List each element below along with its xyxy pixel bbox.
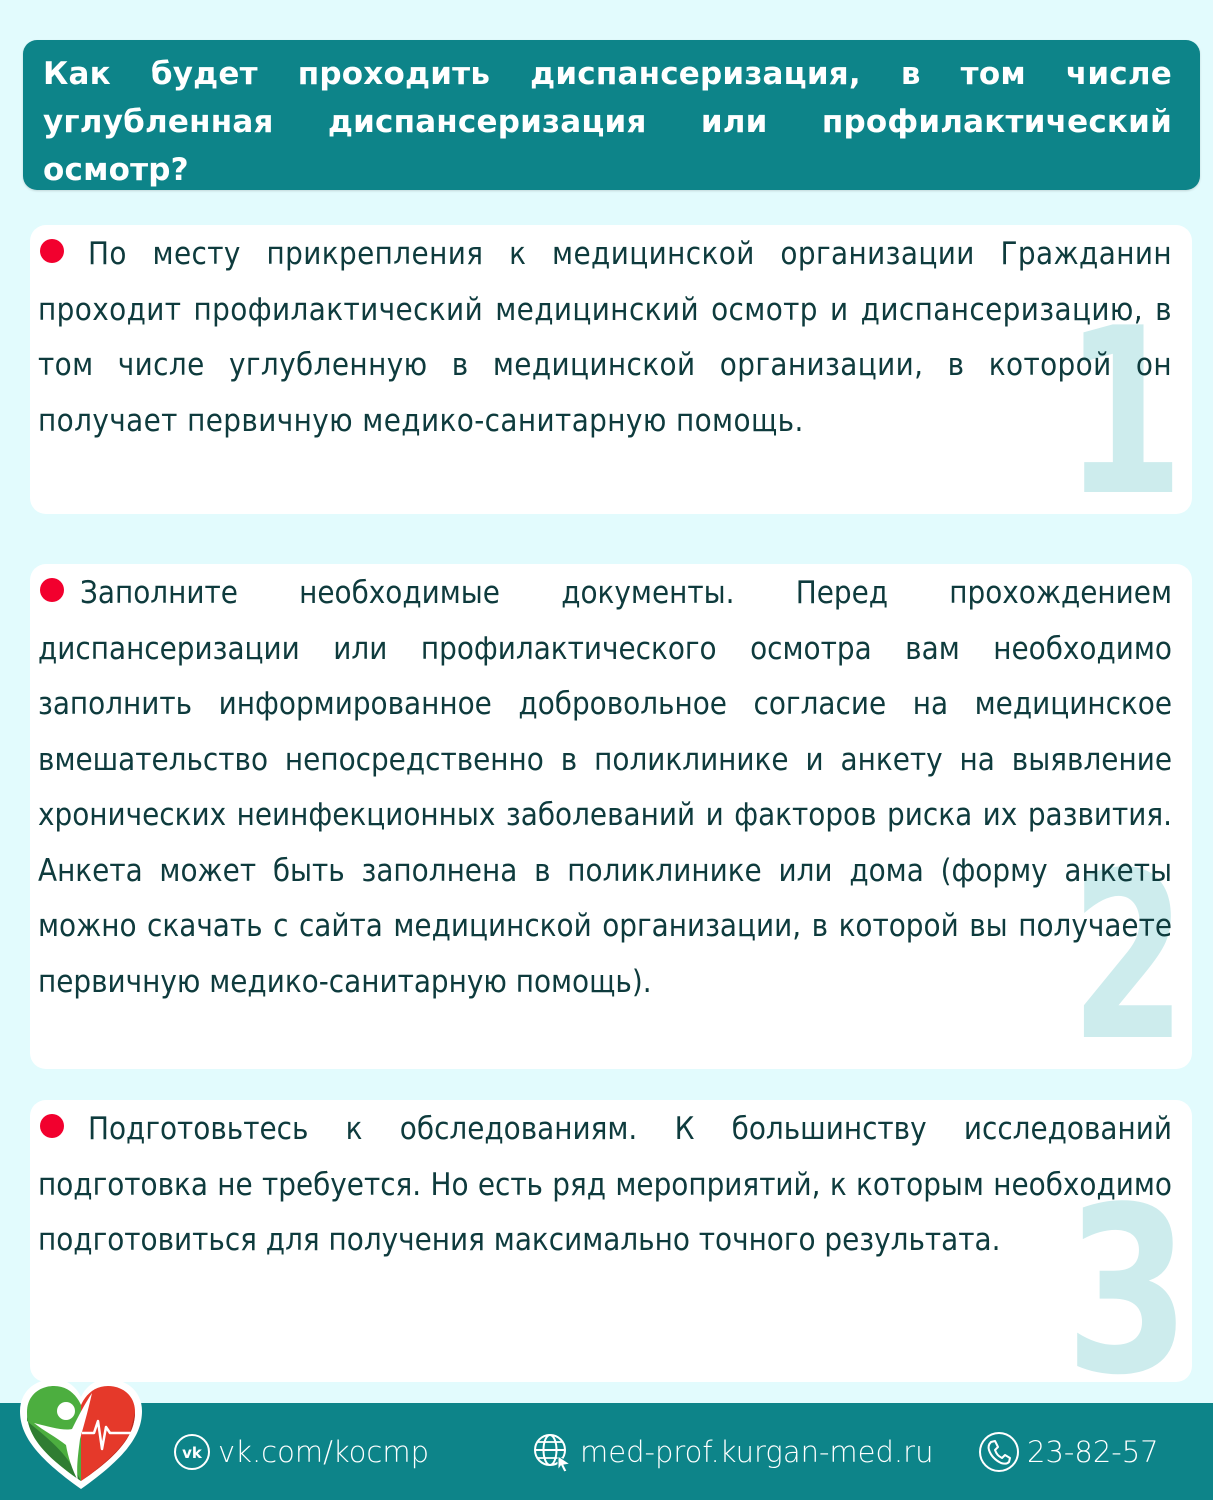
step-card-1	[30, 225, 1192, 514]
bullet-icon	[40, 578, 64, 602]
heart-person-pulse-logo	[16, 1377, 146, 1495]
phone-number[interactable]: 23-82-57	[1027, 1435, 1159, 1469]
website-link-text[interactable]: med-prof.kurgan-med.ru	[580, 1435, 934, 1469]
svg-text:vk: vk	[182, 1444, 202, 1462]
vk-link-text[interactable]: vk.com/kocmp	[218, 1435, 429, 1469]
step-text-content: Подготовьтесь к обследованиям. К большинству исследований подготовка не требуется. Но есть ряд мероприятий, к которым необходимо подготовиться для получения максимально точного результата.	[38, 1111, 1172, 1258]
vk-link[interactable]	[172, 1428, 429, 1476]
step-card-3	[30, 1100, 1192, 1382]
phone-icon	[977, 1430, 1021, 1474]
step-text-content: Заполните необходимые документы. Перед прохождением диспансеризации или профилактического осмотра вам необходимо заполнить информированное добровольное согласие на медицинское вмешательство непосредственно в поликлинике и анкету на выявление хронических неинфекционных заболеваний и факторов риска их развития. Анкета может быть заполнена в поликлинике или дома (форму анкеты можно скачать с сайта медицинской организации, в которой вы получаете первичную медико-санитарную помощь).	[38, 575, 1172, 1000]
vk-icon	[172, 1432, 212, 1472]
step-text-3	[30, 1100, 1192, 1269]
step-text-1	[30, 225, 1192, 449]
phone-link[interactable]	[977, 1428, 1159, 1476]
bullet-icon	[40, 239, 64, 263]
step-number-2: 2	[1070, 825, 1186, 1069]
globe-cursor-icon	[530, 1430, 574, 1474]
page-title: Как будет проходить диспансеризация, в том числе углубленная диспансеризация или профилактический осмотр?	[43, 56, 1172, 188]
step-card-2	[30, 564, 1192, 1069]
step-number-1: 1	[1063, 280, 1184, 514]
bullet-icon	[40, 1114, 64, 1138]
step-text-2	[30, 564, 1192, 1010]
website-link[interactable]	[530, 1428, 933, 1476]
step-text-content: По месту прикрепления к медицинской организации Гражданин проходит профилактический медицинский осмотр и диспансеризацию, в том числе углубленную в медицинской организации, в которой он получает первичную медико-санитарную помощь.	[38, 236, 1172, 439]
step-number-3: 3	[1065, 1159, 1190, 1382]
title-banner	[23, 40, 1200, 190]
